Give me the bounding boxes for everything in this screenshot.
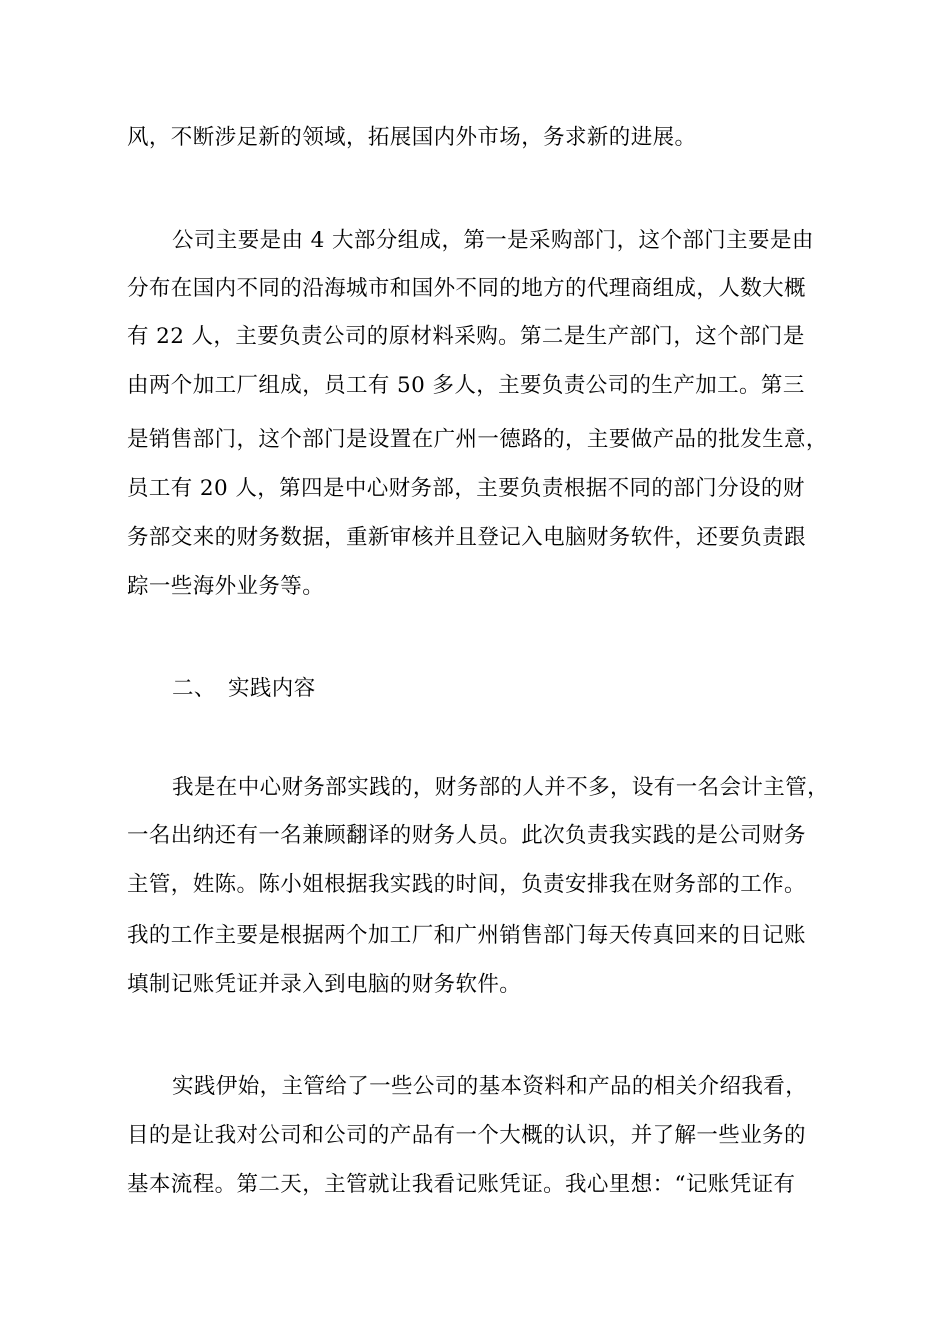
company-paragraph-line: 有 22 人，主要负责公司的原材料采购。第二是生产部门，这个部门是 bbox=[127, 324, 805, 349]
section-title: 实践内容 bbox=[228, 676, 316, 701]
company-paragraph-line: 分布在国内不同的沿海城市和国外不同的地方的代理商组成，人数大概 bbox=[127, 276, 806, 301]
company-paragraph-line: 踪一些海外业务等。 bbox=[127, 574, 325, 599]
section-number: 二、 bbox=[172, 676, 216, 701]
company-paragraph-line: 是销售部门，这个部门是设置在广州一德路的，主要做产品的批发生意， bbox=[127, 427, 828, 452]
practice-paragraph-line: 我是在中心财务部实践的，财务部的人并不多，设有一名会计主管， bbox=[172, 775, 830, 800]
company-paragraph-line: 由两个加工厂组成，员工有 50 多人，主要负责公司的生产加工。第三 bbox=[127, 373, 805, 398]
practice-paragraph-line: 一名出纳还有一名兼顾翻译的财务人员。此次负责我实践的是公司财务 bbox=[127, 823, 806, 848]
company-paragraph-line: 务部交来的财务数据，重新审核并且登记入电脑财务软件，还要负责跟 bbox=[127, 525, 806, 550]
company-paragraph-line: 公司主要是由 4 大部分组成，第一是采购部门，这个部门主要是由 bbox=[172, 228, 814, 253]
start-paragraph-line: 目的是让我对公司和公司的产品有一个大概的认识，并了解一些业务的 bbox=[127, 1123, 806, 1148]
start-paragraph-line: 实践伊始，主管给了一些公司的基本资料和产品的相关介绍我看， bbox=[172, 1074, 808, 1099]
practice-paragraph-line: 主管，姓陈。陈小姐根据我实践的时间，负责安排我在财务部的工作。 bbox=[127, 872, 806, 897]
company-paragraph-line: 员工有 20 人，第四是中心财务部，主要负责根据不同的部门分设的财 bbox=[127, 476, 805, 501]
practice-paragraph-line: 我的工作主要是根据两个加工厂和广州销售部门每天传真回来的日记账 bbox=[127, 923, 806, 948]
paragraph-continuation-line: 风，不断涉足新的领域，拓展国内外市场，务求新的进展。 bbox=[127, 125, 697, 150]
practice-paragraph-line: 填制记账凭证并录入到电脑的财务软件。 bbox=[127, 972, 522, 997]
start-paragraph-line: 基本流程。第二天，主管就让我看记账凭证。我心里想：“记账凭证有 bbox=[127, 1172, 796, 1197]
